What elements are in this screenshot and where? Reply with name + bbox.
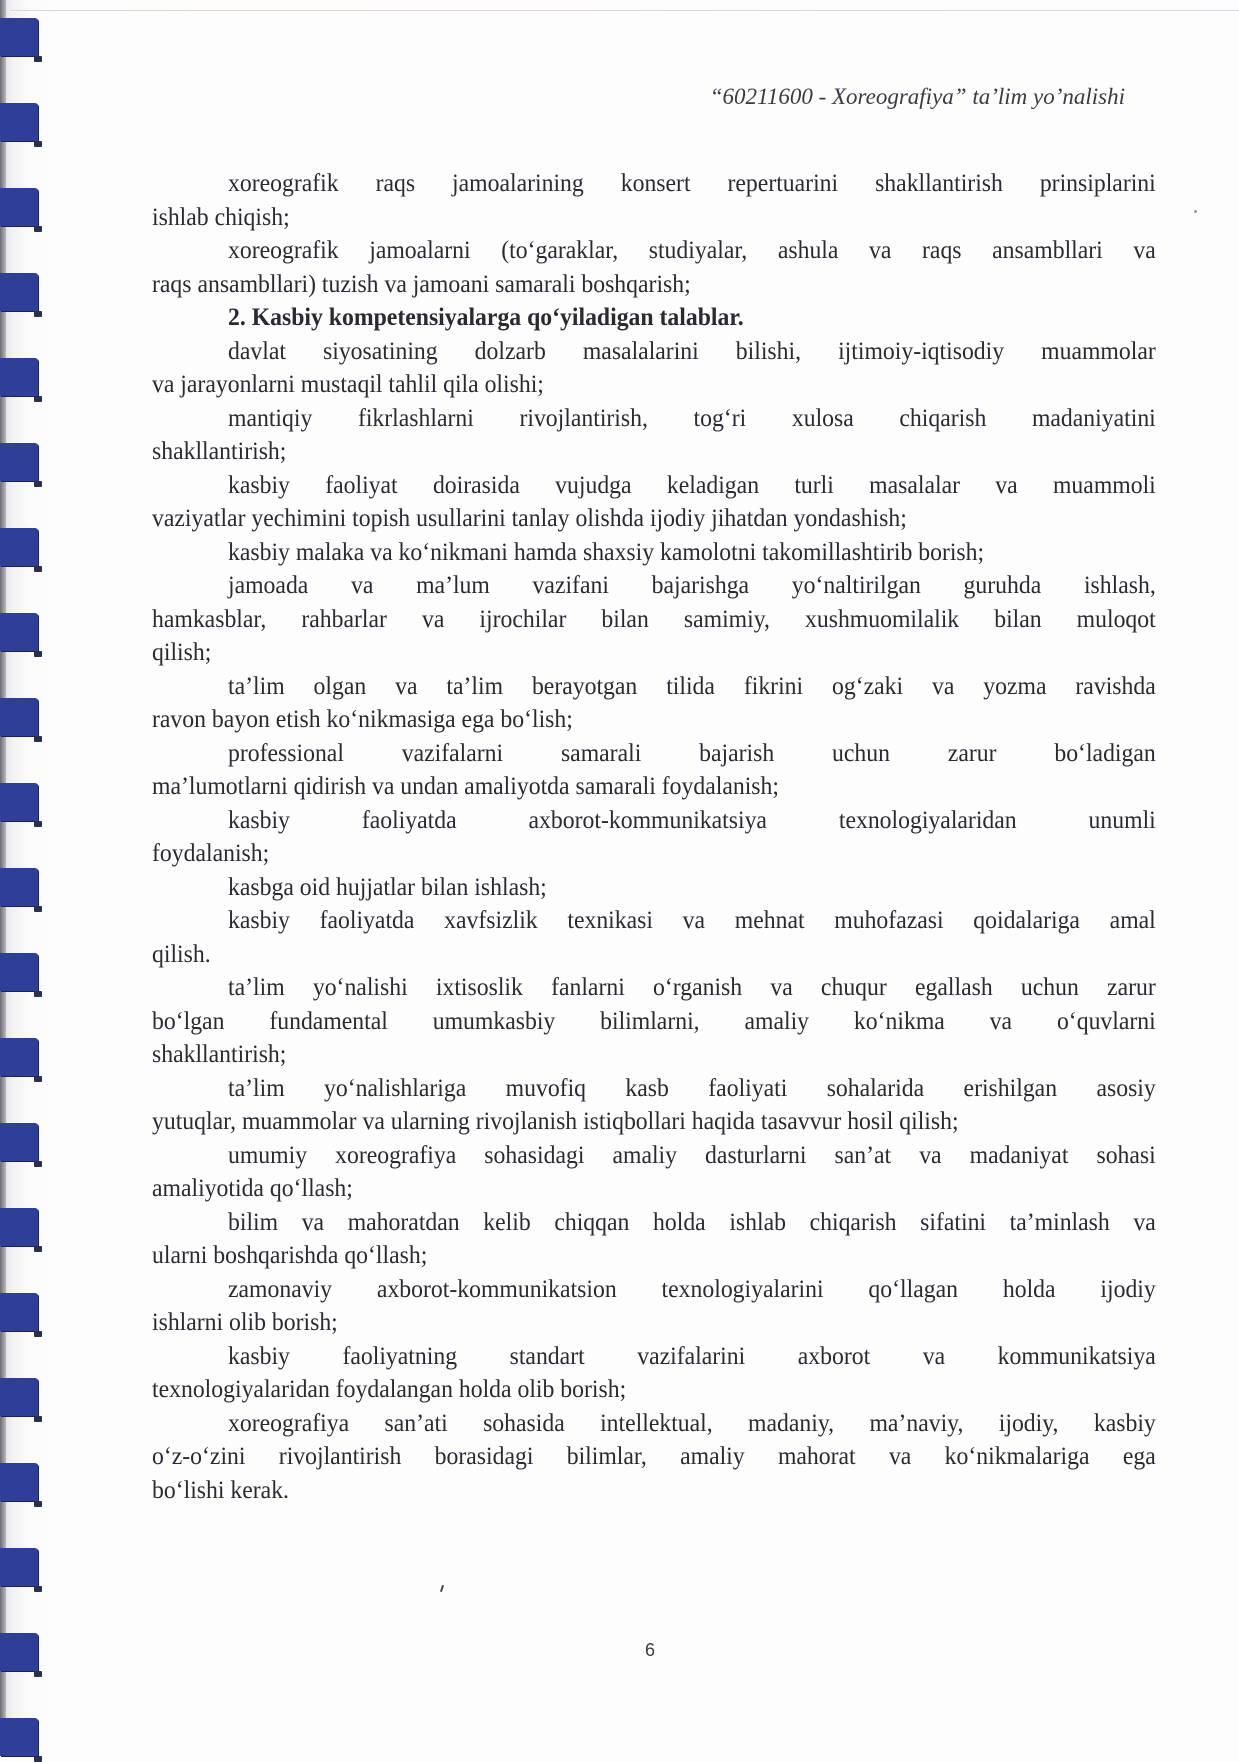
text-line [152,501,1156,535]
binding-tab [0,1038,38,1076]
paragraph [152,1406,1156,1507]
binding-tab [0,1123,38,1161]
paragraph [152,803,1156,870]
text-line [152,334,1156,368]
text-line-content: kasbiy faoliyat doirasida vujudga keladigan turli masalalar va muammoli [228,469,1156,499]
text-line [152,1104,1156,1138]
paragraph [152,669,1156,736]
text-line-content: ta’lim yo‘nalishlariga muvofiq kasb faoliyati sohalarida erishilgan asosiy [228,1072,1156,1102]
scan-dot [1194,210,1197,213]
text-line [152,434,1156,468]
document-body [152,166,1156,1506]
text-line [152,602,1156,636]
paragraph [152,334,1156,401]
paragraph [152,233,1156,300]
paragraph [152,903,1156,970]
text-line-content: vaziyatlar yechimini topish usullarini tanlay olishda ijodiy jihatdan yondashish; [152,503,907,532]
section-heading [152,300,1156,334]
text-line-content: professional vazifalarni samarali bajarish uchun zarur bo‘ladigan [228,737,1156,767]
binding-tab [0,358,38,396]
text-line [152,367,1156,401]
text-line [152,1004,1156,1038]
text-line-content: ma’lumotlarni qidirish va undan amaliyotda samarali foydalanish; [152,771,779,800]
text-line-content: ravon bayon etish ko‘nikmasiga ega bo‘lish; [152,704,573,733]
text-line [152,200,1156,234]
text-line-content: xoreografiya san’ati sohasida intellektual, madaniy, ma’naviy, ijodiy, kasbiy [228,1407,1156,1437]
text-line-content: mantiqiy fikrlashlarni rivojlantirish, tog‘ri xulosa chiqarish madaniyatini [228,402,1156,432]
text-line-content: zamonaviy axborot-kommunikatsion texnologiyalarini qo‘llagan holda ijodiy [228,1273,1156,1303]
text-line-content: 2. Kasbiy kompetensiyalarga qo‘yiladigan talablar. [228,302,744,331]
binding-tab [0,698,38,736]
text-line-content: va jarayonlarni mustaqil tahlil qila olishi; [152,369,544,398]
text-line [152,1473,1156,1507]
text-line-content: umumiy xoreografiya sohasidagi amaliy dasturlarni san’at va madaniyat sohasi [228,1139,1156,1169]
text-line-content: ishlarni olib borish; [152,1307,338,1336]
text-line [152,970,1156,1004]
text-line-content: xoreografik jamoalarni (to‘garaklar, studiyalar, ashula va raqs ansambllari va [228,235,1156,264]
text-line [152,1238,1156,1272]
text-line-content: bo‘lgan fundamental umumkasbiy bilimlarni, amaliy ko‘nikma va o‘quvlarni [152,1005,1156,1035]
text-line-content: kasbiy malaka va ko‘nikmani hamda shaxsiy kamolotni takomillashtirib borish; [228,536,985,566]
text-line-content: o‘z-o‘zini rivojlantirish borasidagi bilimlar, amaliy mahorat va ko‘nikmalariga ega [152,1441,1156,1470]
paragraph [152,870,1156,904]
text-line [152,535,1156,569]
text-line [152,1205,1156,1239]
text-line [152,870,1156,904]
text-line-content: ta’lim olgan va ta’lim berayotgan tilida fikrini og‘zaki va yozma ravishda [228,670,1156,700]
binding-tab [0,1378,38,1416]
paragraph [152,468,1156,535]
text-line-content: amaliyotida qo‘llash; [152,1173,353,1202]
binding-tab [0,613,38,651]
text-line [152,1439,1156,1473]
paragraph [152,166,1156,233]
text-line-content: shakllantirish; [152,1039,287,1068]
text-line-content: kasbiy faoliyatda axborot-kommunikatsiya texnologiyalaridan unumli [228,804,1156,834]
text-line-content: kasbiy faoliyatda xavfsizlik texnikasi va mehnat muhofazasi qoidalariga amal [228,905,1156,934]
text-line [152,903,1156,937]
paragraph [152,1339,1156,1406]
text-line [152,769,1156,803]
binding-tab [0,868,38,906]
text-line [152,1372,1156,1406]
binding-tab [0,443,38,481]
text-line-content: qilish. [152,938,211,968]
text-line [152,233,1156,267]
text-line [152,836,1156,870]
text-line-content: ishlab chiqish; [152,201,290,231]
text-line-content: yutuqlar, muammolar va ularning rivojlanish istiqbollari haqida tasavvur hosil qilish; [152,1106,959,1135]
text-line-content: texnologiyalaridan foydalangan holda olib borish; [152,1374,627,1403]
running-header: “60211600 - Xoreografiya” ta’lim yo’nalishi [709,84,1125,109]
text-line [152,1138,1156,1172]
binding-tab [0,953,38,991]
paragraph [152,401,1156,468]
text-line-content: kasbiy faoliyatning standart vazifalarini axborot va kommunikatsiya [228,1340,1156,1370]
text-line [152,1406,1156,1440]
binding-tab [0,103,38,141]
text-line [152,937,1156,971]
text-line-content: foydalanish; [152,838,270,867]
paragraph [152,1071,1156,1138]
text-line-content: xoreografik raqs jamoalarining konsert repertuarini shakllantirish prinsiplarini [228,168,1156,197]
spiral-binding [0,0,50,1754]
binding-tab [0,273,38,311]
page-number: 6 [644,1640,655,1660]
binding-tab [0,1293,38,1331]
paragraph [152,1205,1156,1272]
paragraph [152,535,1156,569]
text-line [152,1037,1156,1071]
text-line [152,166,1156,200]
text-line [152,1272,1156,1306]
text-line [152,267,1156,301]
binding-tab [0,1548,38,1586]
paragraph [152,1138,1156,1205]
text-line-content: davlat siyosatining dolzarb masalalarini bilishi, ijtimoiy-iqtisodiy muammolar [228,335,1156,365]
paragraph [152,1272,1156,1339]
text-line [152,669,1156,703]
binding-tab [0,188,38,226]
text-line-content: shakllantirish; [152,436,287,465]
scan-speck [440,1585,444,1592]
binding-tab [0,528,38,566]
paragraph [152,970,1156,1071]
text-line-content: jamoada va ma’lum vazifani bajarishga yo‘naltirilgan guruhda ishlash, [228,570,1156,599]
text-line [152,1305,1156,1339]
text-line [152,803,1156,837]
text-line [152,1171,1156,1205]
text-line [152,1339,1156,1373]
text-line-content: ularni boshqarishda qo‘llash; [152,1240,428,1269]
binding-tab [0,1633,38,1671]
paragraph [152,568,1156,669]
text-line [152,1071,1156,1105]
text-line [152,568,1156,602]
text-line-content: kasbga oid hujjatlar bilan ishlash; [228,871,547,901]
binding-tab [0,18,38,56]
text-line-content: hamkasblar, rahbarlar va ijrochilar bilan samimiy, xushmuomilalik bilan muloqot [152,603,1156,633]
text-line [152,702,1156,736]
binding-tab [0,783,38,821]
text-line [152,635,1156,669]
text-line-content: raqs ansambllari) tuzish va jamoani samarali boshqarish; [152,268,691,298]
page-top-edge [10,10,1239,11]
text-line [152,300,1156,334]
text-line-content: ta’lim yo‘nalishi ixtisoslik fanlarni o‘rganish va chuqur egallash uchun zarur [228,972,1156,1001]
text-line [152,401,1156,435]
text-line-content: bilim va mahoratdan kelib chiqqan holda ishlab chiqarish sifatini ta’minlash va [228,1206,1156,1236]
binding-tab [0,1208,38,1246]
text-line-content: bo‘lishi kerak. [152,1474,290,1504]
binding-tab [0,1463,38,1501]
text-line-content: qilish; [152,637,212,666]
binding-tab [0,1718,38,1756]
text-line [152,736,1156,770]
text-line [152,468,1156,502]
paragraph [152,736,1156,803]
